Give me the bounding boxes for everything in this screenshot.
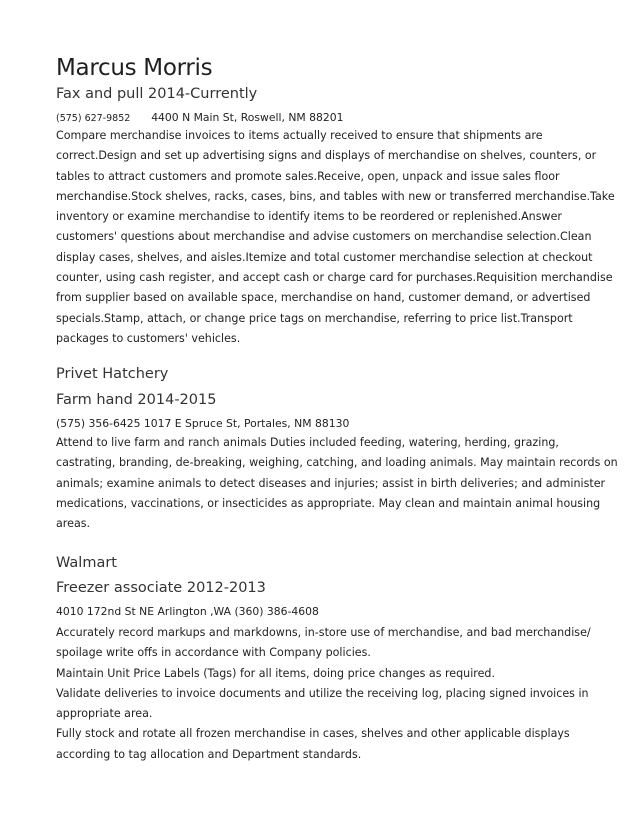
company-name-3: Walmart xyxy=(56,555,117,571)
job-paragraph: Validate deliveries to invoice documents and utilize the receiving log, placing signed invoices in appropriate area. xyxy=(56,686,589,721)
company-name-2: Privet Hatchery xyxy=(56,366,169,382)
job-description-text-2: Attend to live farm and ranch animals Duties included feeding, watering, herding, grazing, castrating, branding, de-breaking, weighing, catching, and loading animals. May maintain records on animals; examine animals to detect diseases and injuries; assist in birth deliveries; and administer medications, vaccinations, or insecticides as appropriate. May clean and maintain animal housing areas. xyxy=(56,436,618,531)
job-address-1: 4400 N Main St, Roswell, NM 88201 xyxy=(151,111,344,124)
job-description-3 xyxy=(56,623,618,765)
job-phone-1: (575) 627-9852 xyxy=(56,113,131,124)
job-description-1 xyxy=(56,126,618,349)
job-contact-2: (575) 356-6425 1017 E Spruce St, Portales, NM 88130 xyxy=(56,417,350,430)
job-paragraph: Maintain Unit Price Labels (Tags) for all items, doing price changes as required. xyxy=(56,666,496,680)
applicant-name: Marcus Morris xyxy=(56,55,213,81)
job-paragraph: Accurately record markups and markdowns, in-store use of merchandise, and bad merchandise/ spoilage write offs in accordance with Company policies. xyxy=(56,626,591,660)
job-contact-3: 4010 172nd St NE Arlington ,WA (360) 386-4608 xyxy=(56,605,319,618)
job-description-text-1: Compare merchandise invoices to items actually received to ensure that shipments are correct.Design and set up advertising signs and displays of merchandise on shelves, counters, or tables to attract customers and promote sales.Receive, open, unpack and issue sales floor merchandise.Stock shelves, racks, cases, bins, and tables with new or transferred merchandise.Take inventory or examine merchandise to identify items to be reordered or replenished.Answer customers' questions about merchandise and advise customers on merchandise selection.Clean display cases, shelves, and aisles.Itemize and total customer merchandise selection at checkout counter, using cash register, and accept cash or charge card for purchases.Requisition merchandise from supplier based on available space, merchandise on hand, customer demand, or advertised specials.Stamp, attach, or change price tags on merchandise, referring to price list.Transport packages to customers' vehicles. xyxy=(56,129,615,345)
job-title-2: Farm hand 2014-2015 xyxy=(56,392,217,408)
job-paragraph: Fully stock and rotate all frozen merchandise in cases, shelves and other applicable displays according to tag allocation and Department standards. xyxy=(56,727,570,761)
job-description-2 xyxy=(56,433,618,534)
job-title-3: Freezer associate 2012-2013 xyxy=(56,580,266,596)
job-contact-1 xyxy=(56,111,344,124)
job-title-1: Fax and pull 2014-Currently xyxy=(56,86,258,102)
